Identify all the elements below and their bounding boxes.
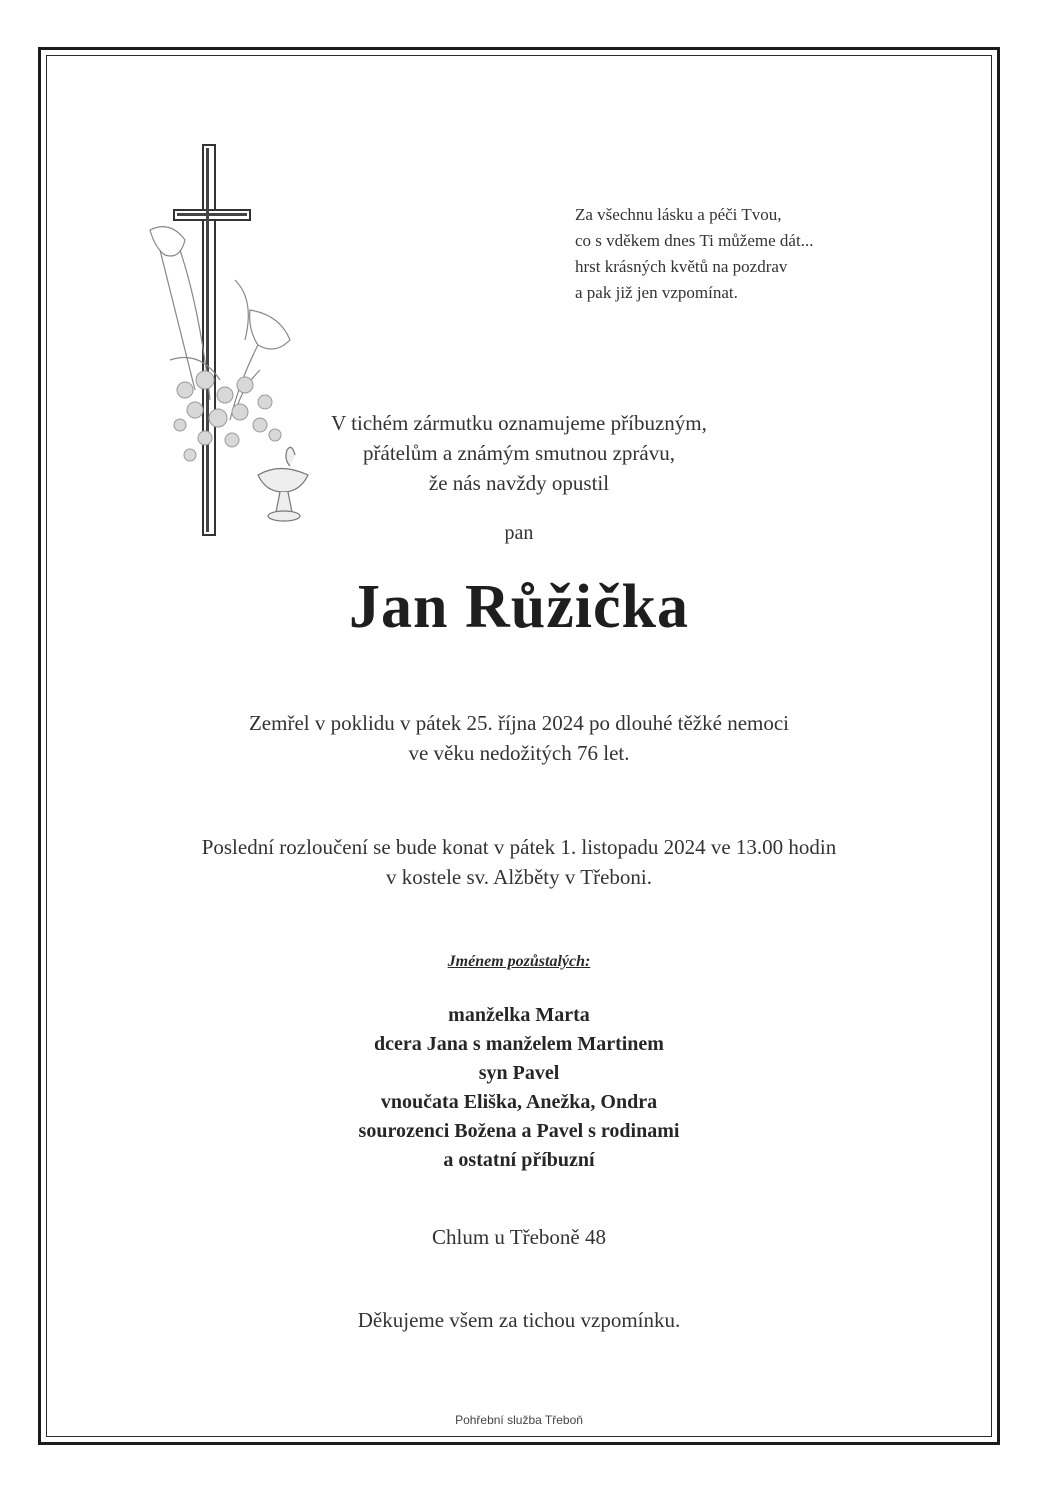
mourner-line: manželka Marta — [448, 1004, 590, 1026]
poem-line: a pak již jen vzpomínat. — [575, 283, 738, 302]
mourner-line: syn Pavel — [478, 1062, 560, 1084]
death-info-line: ve věku nedožitých 76 let. — [408, 741, 630, 765]
announcement-line: V tichém zármutku oznamujeme příbuzným, — [331, 411, 707, 435]
poem-line: hrst krásných květů na pozdrav — [575, 257, 788, 276]
farewell-info — [46, 832, 992, 892]
farewell-info-line: v kostele sv. Alžběty v Třeboni. — [386, 865, 652, 889]
death-info-line: Zemřel v poklidu v pátek 25. října 2024 po dlouhé těžké nemoci — [248, 711, 790, 735]
poem — [575, 202, 905, 306]
poem-line: co s vděkem dnes Ti můžeme dát... — [575, 231, 814, 250]
deceased-name: Jan Růžička — [349, 573, 689, 641]
mourner-line: a ostatní příbuzní — [443, 1149, 595, 1171]
poem-line: Za všechnu lásku a péči Tvou, — [575, 205, 782, 224]
announcement-line: přátelům a známým smutnou zprávu, — [363, 441, 675, 465]
farewell-info-line: Poslední rozloučení se bude konat v pátek 1. listopadu 2024 ve 13.00 hodin — [201, 835, 837, 859]
title-word: pan — [504, 522, 534, 544]
mourner-line: sourozenci Božena a Pavel s rodinami — [358, 1120, 680, 1142]
funeral-service-footer: Pohřební služba Třeboň — [455, 1413, 583, 1427]
death-info — [46, 708, 992, 768]
mourners-list — [46, 1001, 992, 1175]
address: Chlum u Třeboně 48 — [431, 1225, 606, 1249]
announcement-line: že nás navždy opustil — [428, 471, 610, 495]
announcement — [46, 408, 992, 498]
thanks-line: Děkujeme všem za tichou vzpomínku. — [357, 1308, 681, 1332]
mourner-line: vnoučata Eliška, Anežka, Ondra — [380, 1091, 658, 1113]
mourners-heading: Jménem pozůstalých: — [447, 953, 591, 970]
mourner-line: dcera Jana s manželem Martinem — [374, 1033, 664, 1055]
